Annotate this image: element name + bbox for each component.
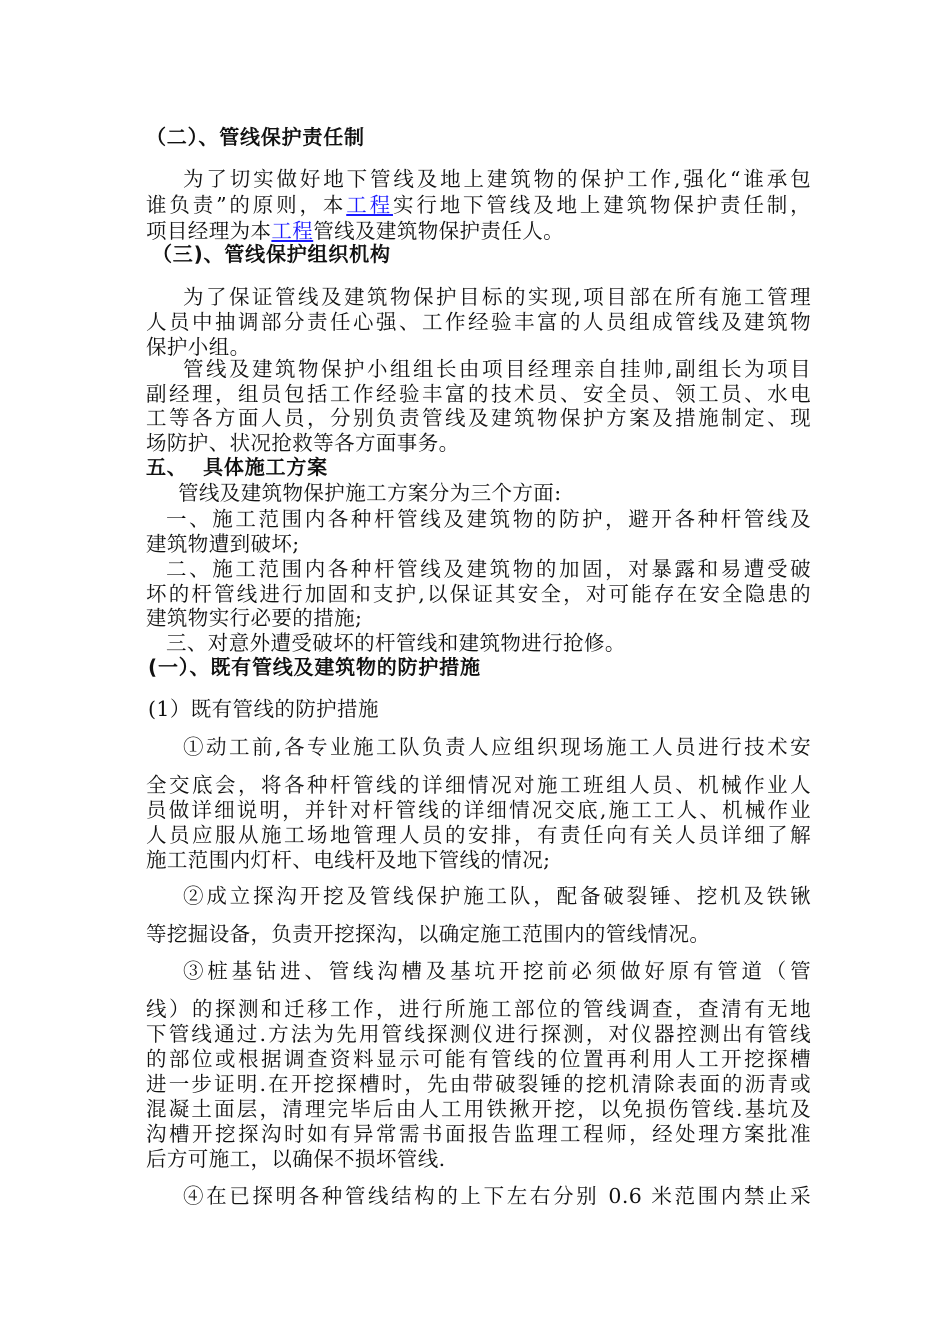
project-link[interactable]: 工程	[346, 193, 393, 217]
measure-line: ③桩基钻进、管线沟槽及基坑开挖前必须做好原有管道（管	[183, 959, 811, 983]
measure-line: 人员应服从施工场地管理人员的安排，有责任向有关人员详细了解	[146, 823, 811, 847]
measure-line: 全交底会，将各种杆管线的详细情况对施工班组人员、机械作业人	[146, 773, 811, 797]
measure-line: ①动工前,各专业施工队负责人应组织现场施工人员进行技术安	[183, 735, 811, 759]
paragraph-line: 场防护、状况抢救等各方面事务。	[146, 431, 460, 455]
text-run: 谁负责”的原则，本	[146, 193, 347, 217]
heading-responsibility-system: （二）、管线保护责任制	[146, 125, 365, 149]
plan-item-line: 建筑物实行必要的措施;	[146, 606, 363, 630]
heading-existing-protection-measures: (一）、既有管线及建筑物的防护措施	[148, 655, 481, 679]
paragraph-line	[146, 192, 811, 218]
plan-item-line: 三、对意外遭受破坏的杆管线和建筑物进行抢修。	[166, 631, 626, 655]
measure-line: 施工范围内灯杆、电线杆及地下管线的情况;	[146, 848, 551, 872]
paragraph-line: 为了保证管线及建筑物保护目标的实现,项目部在所有施工管理	[183, 285, 811, 309]
measure-line: 沟槽开挖探沟时如有异常需书面报告监理工程师，经处理方案批准	[146, 1122, 811, 1146]
plan-item-line: 建筑物遭到破坏;	[146, 532, 300, 556]
project-link[interactable]: 工程	[271, 219, 314, 243]
text-run: 管线及建筑物保护责任人。	[313, 219, 565, 243]
measure-line: 进一步证明.在开挖探槽时，先由带破裂锤的挖机清除表面的沥青或	[146, 1072, 811, 1096]
paragraph-line: 副经理，组员包括工作经验丰富的技术员、安全员、领工员、水电	[146, 382, 811, 406]
heading-construction-plan: 五、 具体施工方案	[146, 455, 328, 479]
paragraph-line: 管线及建筑物保护施工方案分为三个方面:	[178, 481, 562, 505]
paragraph-line: 人员中抽调部分责任心强、工作经验丰富的人员组成管线及建筑物	[146, 310, 811, 334]
measure-line: 的部位或根据调查资料显示可能有管线的位置再利用人工开挖探槽	[146, 1047, 811, 1071]
sub-heading: (1）既有管线的防护措施	[148, 697, 379, 721]
plan-item-line: 一、施工范围内各种杆管线及建筑物的防护，避开各种杆管线及	[166, 507, 811, 531]
text-run: 实行地下管线及地上建筑物保护责任制，	[392, 193, 811, 217]
paragraph-line: 保护小组。	[146, 335, 251, 359]
measure-line: 员做详细说明，并针对杆管线的详细情况交底,施工工人、机械作业	[146, 798, 811, 822]
paragraph-line: 为了切实做好地下管线及地上建筑物的保护工作,强化“谁承包	[183, 167, 811, 191]
paragraph-line: 工等各方面人员，分别负责管线及建筑物保护方案及措施制定、现	[146, 406, 811, 430]
measure-line: 线）的探测和迁移工作，进行所施工部位的管线调查，查清有无地	[146, 997, 811, 1021]
measure-line: 等挖掘设备，负责开挖探沟，以确定施工范围内的管线情况。	[146, 922, 711, 946]
measure-line: ②成立探沟开挖及管线保护施工队，配备破裂锤、挖机及铁锹	[183, 884, 811, 908]
measure-line: 后方可施工，以确保不损坏管线.	[146, 1147, 446, 1171]
text-run: 项目经理为本	[146, 219, 272, 243]
heading-protection-organization: （三)、管线保护组织机构	[152, 242, 391, 266]
plan-item-line: 二、施工范围内各种杆管线及建筑物的加固，对暴露和易遭受破	[166, 557, 811, 581]
paragraph-line: 管线及建筑物保护小组组长由项目经理亲自挂帅,副组长为项目	[183, 357, 811, 381]
measure-line: ④在已探明各种管线结构的上下左右分别 0.6 米范围内禁止采	[183, 1184, 811, 1208]
measure-line: 下管线通过.方法为先用管线探测仪进行探测，对仪器控测出有管线	[146, 1022, 811, 1046]
plan-item-line: 坏的杆管线进行加固和支护,以保证其安全，对可能存在安全隐患的	[146, 582, 811, 606]
measure-line: 混凝土面层，清理完毕后由人工用铁揪开挖，以免损伤管线.基坑及	[146, 1097, 811, 1121]
